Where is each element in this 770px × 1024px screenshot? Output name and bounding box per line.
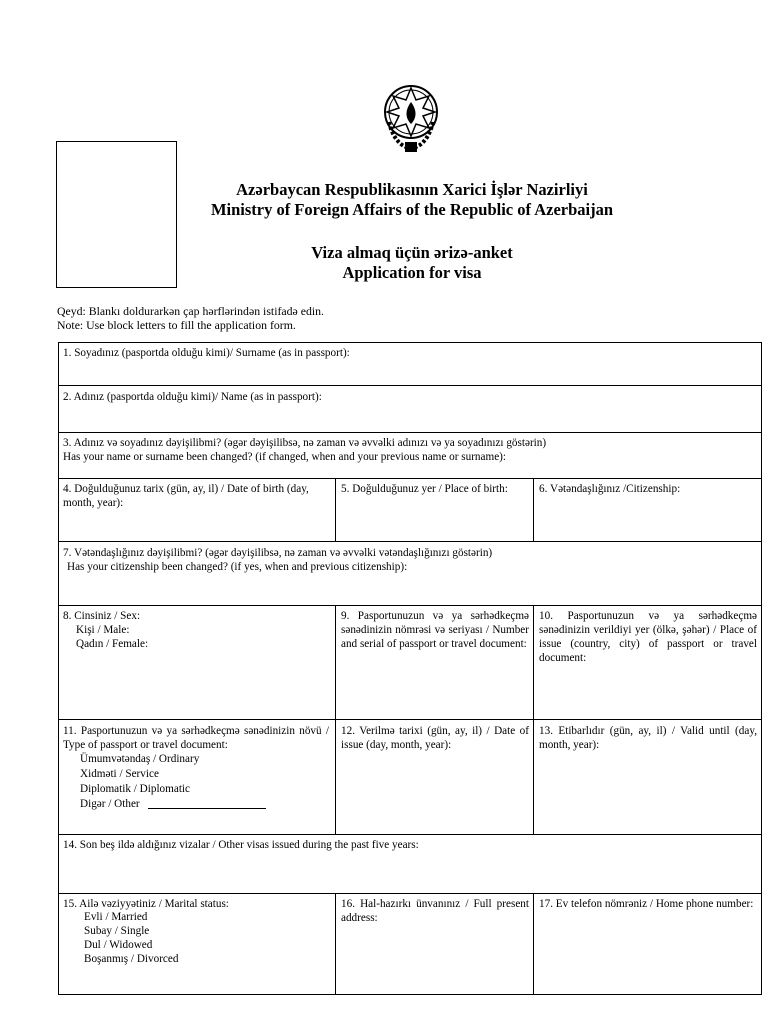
field-17-home-phone[interactable]: 17. Ev telefon nömrəniz / Home phone number:: [539, 898, 754, 910]
option-female[interactable]: Qadın / Female:: [76, 638, 149, 650]
field-8-sex: 8. Cinsiniz / Sex:: [63, 610, 141, 622]
field-12-date-of-issue[interactable]: 12. Verilmə tarixi (gün, ay, il) / Date of issue (day, month, year):: [341, 725, 529, 751]
field-14-other-visas[interactable]: 14. Son beş ildə aldığınız vizalar / Other visas issued during the past five years:: [63, 839, 419, 851]
field-11-passport-type: 11. Pasportunuzun və ya sərhədkeçmə sənədinizin növü / Type of passport or travel document:: [63, 725, 329, 751]
field-7-citizenship-changed-en: Has your citizenship been changed? (if yes, when and previous citizenship):: [67, 561, 408, 573]
field-10-place-of-issue[interactable]: 10. Pasportunuzun və ya sərhədkeçmə sənədinizin verildiyi yer (ölkə, şəhər) / Place of issue (country, city) of passport or travel document:: [539, 610, 757, 664]
field-3-name-changed-en: Has your name or surname been changed? (if changed, when and your previous name or surname):: [63, 451, 506, 463]
other-underline[interactable]: [148, 808, 266, 809]
option-ordinary[interactable]: Ümumvətəndaş / Ordinary: [80, 753, 200, 765]
note-en: Note: Use block letters to fill the application form.: [57, 318, 296, 332]
field-15-marital-status: 15. Ailə vəziyyətiniz / Marital status:: [63, 898, 229, 910]
field-6-citizenship[interactable]: 6. Vətəndaşlığınız /Citizenship:: [539, 483, 681, 495]
option-divorced[interactable]: Boşanmış / Divorced: [84, 953, 179, 965]
ministry-title-en: Ministry of Foreign Affairs of the Republic of Azerbaijan: [210, 200, 614, 219]
field-16-present-address[interactable]: 16. Hal-hazırkı ünvanınız / Full present address:: [341, 898, 529, 924]
field-5-place-of-birth[interactable]: 5. Doğulduğunuz yer / Place of birth:: [341, 483, 508, 495]
form-title-en: Application for visa: [342, 263, 482, 282]
field-4-date-of-birth[interactable]: 4. Doğulduğunuz tarix (gün, ay, il) / Date of birth (day, month, year):: [63, 483, 309, 509]
field-13-valid-until[interactable]: 13. Etibarlıdır (gün, ay, il) / Valid until (day, month, year):: [539, 725, 757, 751]
ministry-title-az: Azərbaycan Respublikasının Xarici İşlər Nazirliyi: [236, 180, 588, 199]
field-9-passport-number[interactable]: 9. Pasportunuzun və ya sərhədkeçmə sənədinizin nömrəsi və seriyası / Number and serial of passport or travel document:: [341, 610, 529, 650]
option-single[interactable]: Subay / Single: [84, 925, 150, 937]
field-7-citizenship-changed-az[interactable]: 7. Vətəndaşlığınız dəyişilibmi? (əgər dəyişilibsə, nə zaman və əvvəlki vətəndaşlığınızı göstərin): [63, 547, 493, 559]
azerbaijan-emblem-icon: [381, 82, 441, 158]
option-male[interactable]: Kişi / Male:: [76, 624, 130, 636]
option-service[interactable]: Xidməti / Service: [80, 768, 159, 780]
form-title-az: Viza almaq üçün ərizə-anket: [311, 243, 513, 262]
option-married[interactable]: Evli / Married: [84, 911, 148, 923]
field-1-surname[interactable]: 1. Soyadınız (pasportda olduğu kimi)/ Surname (as in passport):: [63, 347, 350, 359]
option-diplomatic[interactable]: Diplomatik / Diplomatic: [80, 783, 190, 795]
field-3-name-changed-az[interactable]: 3. Adınız və soyadınız dəyişilibmi? (əgər dəyişilibsə, nə zaman və əvvəlki adınızı və ya soyadınızı göstərin): [63, 437, 547, 449]
option-other[interactable]: Digər / Other: [80, 798, 140, 810]
photo-box: [56, 141, 177, 288]
option-widowed[interactable]: Dul / Widowed: [84, 939, 153, 951]
field-2-name[interactable]: 2. Adınız (pasportda olduğu kimi)/ Name (as in passport):: [63, 391, 322, 403]
note-az: Qeyd: Blankı doldurarkən çap hərflərindən istifadə edin.: [57, 304, 324, 318]
